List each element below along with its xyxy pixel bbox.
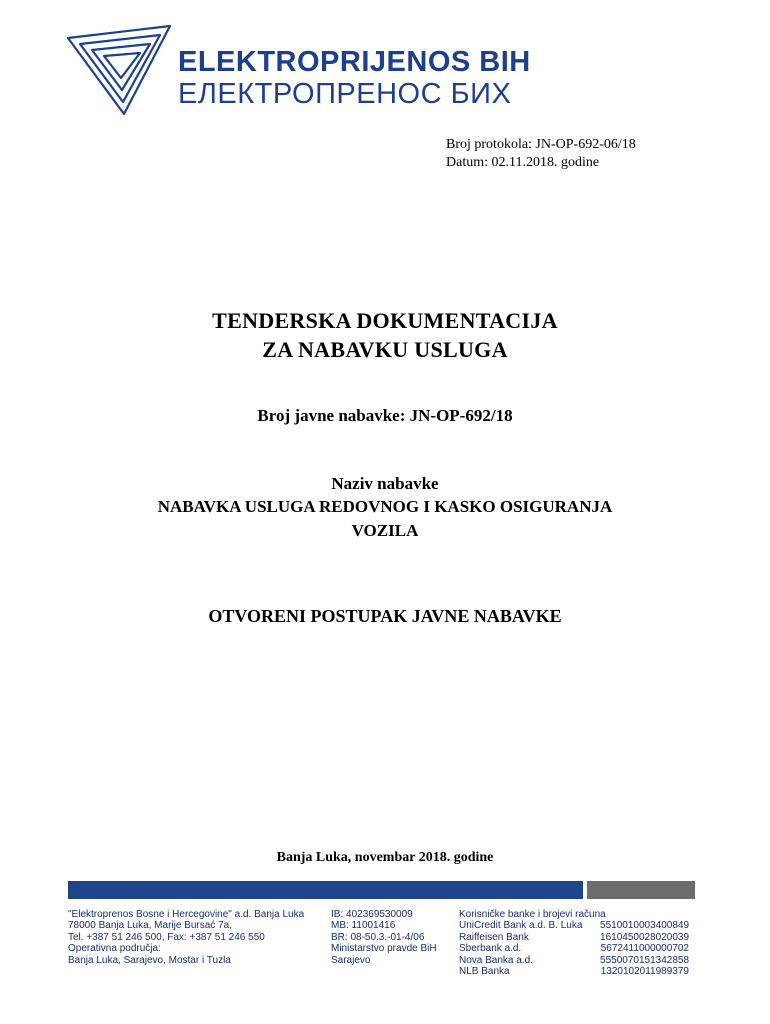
document-title xyxy=(0,306,770,364)
footer-mid-line: Sarajevo xyxy=(331,954,371,966)
protocol-number: Broj protokola: JN-OP-692-06/18 xyxy=(446,137,636,152)
bank-row xyxy=(459,920,689,931)
footer-mid-line: BR: 08-50.3.-01-4/06 xyxy=(331,931,425,943)
footer-mid-line: MB: 11001416 xyxy=(331,920,396,932)
bank-name: Raiffeisen Bank xyxy=(459,931,529,943)
bank-row xyxy=(459,932,689,943)
naziv-line-2: VOZILA xyxy=(351,521,419,540)
footer-company-info xyxy=(68,909,304,966)
footer-left-line: Operativna područja: xyxy=(68,943,161,955)
naziv-line-1: NABAVKA USLUGA REDOVNOG I KASKO OSIGURANJA xyxy=(157,497,613,516)
footer-left-line: 78000 Banja Luka, Marije Bursać 7a, xyxy=(68,920,232,932)
procurement-number: Broj javne nabavke: JN-OP-692/18 xyxy=(257,406,513,425)
footer-bar-gray xyxy=(587,881,695,899)
bank-name: Sberbank a.d. xyxy=(459,943,522,955)
banks-title: Korisničke banke i brojevi računa xyxy=(459,909,606,920)
footer-bar-blue xyxy=(68,881,583,899)
company-name-latin: ELEKTROPRIJENOS BIH xyxy=(178,46,531,78)
bank-row xyxy=(459,966,689,977)
place-date: Banja Luka, novembar 2018. godine xyxy=(276,850,494,865)
footer-mid-line: Ministarstvo pravde BiH xyxy=(331,943,437,955)
protocol-date: Datum: 02.11.2018. godine xyxy=(446,155,600,170)
title-line-1: TENDERSKA DOKUMENTACIJA xyxy=(212,308,558,333)
bank-account: 5550070151342858 xyxy=(600,954,689,966)
company-name-cyrillic: ЕЛЕКТРОПРЕНОС БИХ xyxy=(178,78,512,110)
bank-account: 5672411000000702 xyxy=(600,943,689,955)
bank-row xyxy=(459,955,689,966)
footer-mid-line: IB: 402369530009 xyxy=(331,909,413,920)
protocol-block xyxy=(446,136,636,172)
bank-name: NLB Banka xyxy=(459,966,510,978)
company-logo-icon xyxy=(66,24,172,116)
bank-account: 5510010003400849 xyxy=(600,920,689,932)
footer-registration-info xyxy=(331,909,437,966)
footer-left-line: Banja Luka, Sarajevo, Mostar i Tuzla xyxy=(68,954,231,966)
procedure-type: OTVORENI POSTUPAK JAVNE NABAVKE xyxy=(208,606,562,626)
footer-left-line: "Elektroprenos Bosne i Hercegovine" a.d. Banja Luka xyxy=(68,909,305,920)
title-line-2: ZA NABAVKU USLUGA xyxy=(262,337,508,362)
naziv-label: Naziv nabavke xyxy=(331,474,439,493)
bank-name: Nova Banka a.d. xyxy=(459,954,533,966)
bank-row xyxy=(459,943,689,954)
naziv-text xyxy=(0,495,770,543)
footer-left-line: Tel. +387 51 246 500, Fax: +387 51 246 550 xyxy=(68,931,265,943)
bank-name: UniCredit Bank a.d. B. Luka xyxy=(459,920,583,932)
bank-account: 1320102011989379 xyxy=(600,966,689,978)
footer-banks xyxy=(459,909,689,977)
bank-account: 1610450028020039 xyxy=(600,931,689,943)
